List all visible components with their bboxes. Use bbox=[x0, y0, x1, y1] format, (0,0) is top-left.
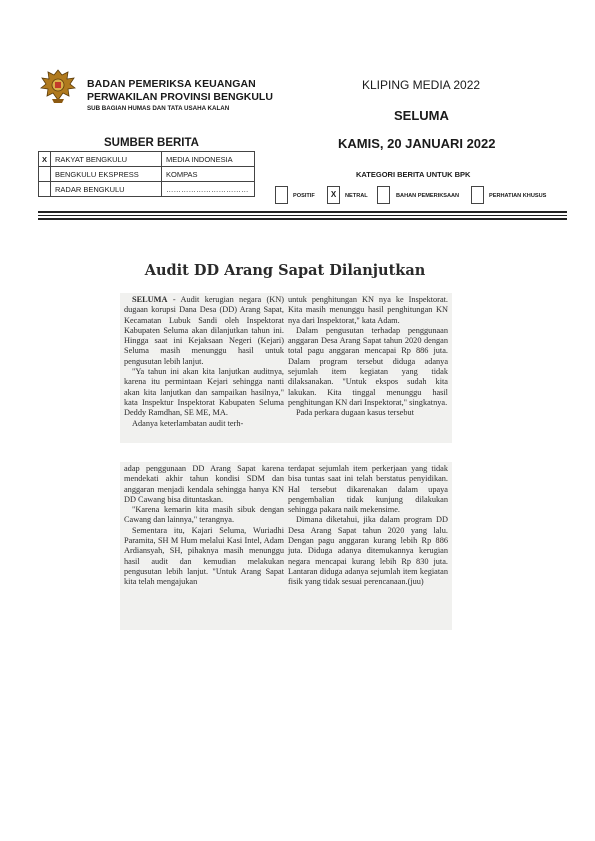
category-label: POSITIF bbox=[293, 193, 315, 199]
sumber-berita-title: SUMBER BERITA bbox=[104, 137, 199, 149]
source-option: RADAR BENGKULU bbox=[51, 182, 162, 197]
article-paragraph: terdapat sejumlah item perkerjaan yang tidak bisa tuntas saat ini telah berstatus penyidikan. Hal tersebut dikarenakan dalam upaya pengembalian tidak kunjung dilakukan sehingga pakara naik mekensime. bbox=[288, 464, 448, 515]
article-paragraph: Adanya keterlambatan audit terh- bbox=[132, 418, 244, 428]
org-branch: PERWAKILAN PROVINSI BENGKULU bbox=[87, 91, 273, 103]
source-option: MEDIA INDONESIA bbox=[162, 152, 255, 167]
category-label: NETRAL bbox=[345, 193, 368, 199]
article-paragraph: adap penggunaan DD Arang Sapat karena mendekati akhir tahun kondisi SDM dan anggaran menjadi kendala sehingga hanya KN DD Cawang bisa dituntaskan. bbox=[124, 464, 284, 504]
article-paragraph: untuk penghitungan KN nya ke Inspektorat. Kita masih menunggu hasil penghitungan KN nya dari Inspektorat," kata Adam. bbox=[288, 295, 448, 325]
article-paragraph: "Ya tahun ini akan kita lanjutkan auditnya, karena itu permintaan Kejari sehingga nanti akan kita lanjutkan dan sampaikan hasilnya," kata Inspektur Inspektorat Kabupaten Seluma Deddy Ramdhan, SE ME, MA. bbox=[124, 367, 284, 418]
region-title: SELUMA bbox=[394, 108, 449, 123]
source-checkbox[interactable] bbox=[39, 182, 51, 197]
article-paragraph: Pada perkara dugaan kasus tersebut bbox=[296, 408, 414, 418]
category-checkbox-netral[interactable]: X bbox=[327, 186, 340, 204]
category-label: PERHATIAN KHUSUS bbox=[489, 193, 547, 199]
article-paragraph: - Audit kerugian negara (KN) dugaan korupsi Dana Desa (DD) Arang Sapat, Kecamatan Lubuk Sandi oleh Inspektorat Kabupaten Seluma akan dilanjutkan tahun ini. Hingga saat ini Kejaksaan Negeri (Kejari) Seluma masih menunggu hasil untuk pengusutan lebih lanjut. bbox=[124, 295, 284, 366]
source-option-other: …………………………… bbox=[162, 182, 255, 197]
kliping-title: KLIPING MEDIA 2022 bbox=[362, 78, 481, 92]
org-subdivision: SUB BAGIAN HUMAS DAN TATA USAHA KALAN bbox=[87, 105, 230, 112]
kategori-title: KATEGORI BERITA UNTUK BPK bbox=[356, 170, 471, 179]
article-headline: Audit DD Arang Sapat Dilanjutkan bbox=[144, 262, 426, 279]
divider bbox=[38, 215, 567, 216]
category-checkbox-perhatian-khusus[interactable] bbox=[471, 186, 484, 204]
source-checkbox[interactable]: X bbox=[39, 152, 51, 167]
article-column-4 bbox=[284, 462, 452, 630]
source-option: BENGKULU EKSPRESS bbox=[51, 167, 162, 182]
source-checkbox[interactable] bbox=[39, 167, 51, 182]
article-column-3 bbox=[120, 462, 288, 630]
article-paragraph: Dalam pengusutan terhadap penggunaan anggaran Desa Arang Sapat tahun 2020 dengan total pagu anggaran mencapai Rp 886 juta. Dalam program tersebut diduga adanya sejumlah item kegiatan yang tidak dilaksanakan. "Untuk ekspos sudah kita lakukan. Kita tinggal menunggu hasil penghitungan KN dari Inspektorat," singkatnya. bbox=[288, 325, 448, 407]
article-column-2 bbox=[284, 293, 452, 443]
bpk-emblem-logo bbox=[38, 66, 78, 106]
article-paragraph: Sementara itu, Kajari Seluma, Wuriadhi Paramita, SH M Hum melalui Kasi Intel, Adam Ardiansyah, SH, pihaknya masih menunggu hasil audit dan kemudian melakukan pengusutan lebih lanjut. "Untuk Arang Sapat kita telah mengajukan bbox=[124, 525, 284, 587]
publication-date: KAMIS, 20 JANUARI 2022 bbox=[338, 136, 496, 151]
article-paragraph: "Karena kemarin kita masih sibuk dengan Cawang dan lainnya," terangnya. bbox=[124, 505, 284, 525]
sumber-berita-table bbox=[38, 151, 255, 197]
table-row bbox=[39, 182, 255, 197]
article-paragraph: Dimana diketahui, jika dalam program DD Desa Arang Sapat tahun 2020 yang lalu. Dengan pagu anggaran kurang lebih Rp 886 juta. Diduga adanya ditemukannya kerugian negara mencapai kurang lebih Rp 830 juta. Lantaran diduga adanya sejumlah item kegiatan fisik yang tidak sesuai perencanaan.(juu) bbox=[288, 515, 448, 587]
divider bbox=[38, 218, 567, 220]
table-row bbox=[39, 167, 255, 182]
divider bbox=[38, 211, 567, 213]
source-option: KOMPAS bbox=[162, 167, 255, 182]
article-column-1 bbox=[120, 293, 288, 443]
org-name: BADAN PEMERIKSA KEUANGAN bbox=[87, 78, 256, 90]
article-dateline: SELUMA bbox=[132, 295, 168, 304]
category-label: BAHAN PEMERIKSAAN bbox=[396, 193, 460, 199]
table-row bbox=[39, 152, 255, 167]
category-checkbox-positif[interactable] bbox=[275, 186, 288, 204]
category-checkbox-bahan-pemeriksaan[interactable] bbox=[377, 186, 390, 204]
source-option: RAKYAT BENGKULU bbox=[51, 152, 162, 167]
